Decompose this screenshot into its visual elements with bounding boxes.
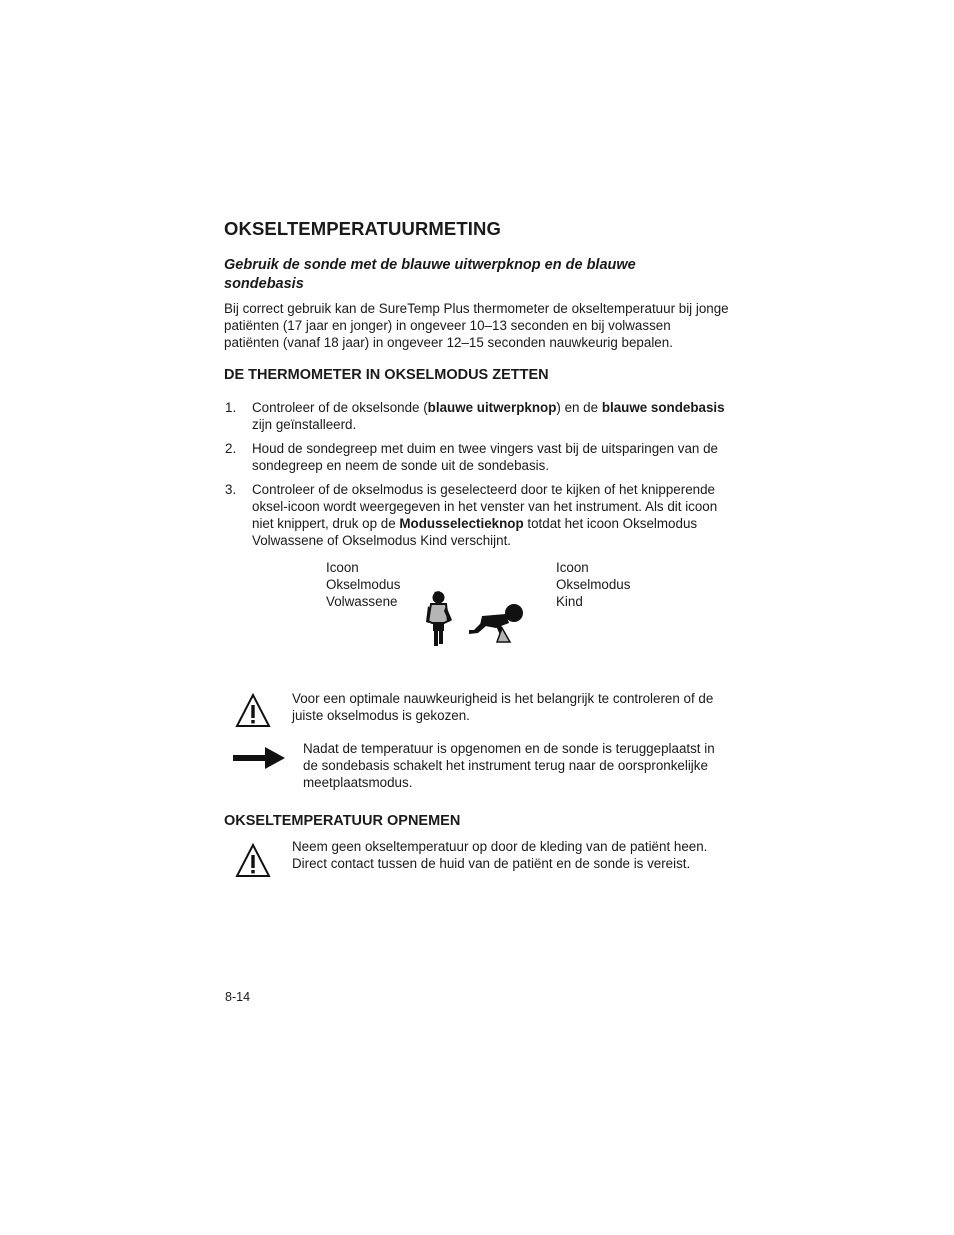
step-bold-part: blauwe sondebasis [601,400,725,415]
icon-label-line: Kind [556,594,583,609]
icon-label-line: Okselmodus [326,577,401,592]
steps-list [225,399,730,559]
step-text [252,481,727,549]
adult-axillary-icon [424,590,456,648]
icon-label-line: Volwassene [326,594,398,609]
step-bold-part: blauwe uitwerpknop [427,400,557,415]
step-text-part: ) en de [556,400,602,415]
warning-icon [235,693,271,729]
step-text-part: Controleer of de okselmodus is geselecteerd door te kijken of het knipperende oksel-icoon wordt weergegeven in het venster van het instrument. Als dit icoon niet knippert, druk op de [252,482,718,531]
child-icon-label [556,559,630,610]
step-number: 3. [225,482,237,497]
child-axillary-icon [466,602,526,646]
icon-label-line: Icoon [556,560,589,575]
intro-paragraph: Bij correct gebruik kan de SureTemp Plus thermometer de okseltemperatuur bij jonge patiënten (17 jaar en jonger) in ongeveer 10–13 seconden en bij volwassen patiënten (vanaf 18 jaar) in ongeveer 12–15 seconden nauwkeurig bepalen. [224,301,729,350]
warning-icon [235,843,271,879]
step-number: 1. [225,400,237,415]
subtitle: Gebruik de sonde met de blauwe uitwerpknop en de blauwe sondebasis [224,257,636,292]
step-number: 2. [225,441,237,456]
step-text [252,399,727,433]
icon-label-line: Icoon [326,560,359,575]
adult-icon-label [326,559,400,610]
caution-text: Voor een optimale nauwkeurigheid is het belangrijk te controleren of de juiste okselmodus is gekozen. [292,691,714,723]
step-text-part: Controleer of de okselsonde ( [252,400,428,415]
step-text-part: zijn geïnstalleerd. [252,417,357,432]
page-title: OKSELTEMPERATUURMETING [224,218,501,239]
arrow-right-icon [232,746,286,770]
caution-text: Neem geen okseltemperatuur op door de kleding van de patiënt heen. Direct contact tussen de huid van de patiënt en de sonde is vereist. [292,839,708,871]
step-text-part: totdat het icoon Okselmodus Volwassene of Okselmodus Kind verschijnt. [252,516,698,548]
section-heading-okselmodus: DE THERMOMETER IN OKSELMODUS ZETTEN [224,367,549,383]
page-number: 8-14 [225,990,251,1004]
step-bold-part: Modusselectieknop [399,516,524,531]
section-heading-opnemen: OKSELTEMPERATUUR OPNEMEN [224,813,461,829]
step-text: Houd de sondegreep met duim en twee vingers vast bij de uitsparingen van de sondegreep en neem de sonde uit de sondebasis. [252,441,718,473]
note-text: Nadat de temperatuur is opgenomen en de sonde is teruggeplaatst in de sondebasis schakelt het instrument terug naar de oorspronkelijke meetplaatsmodus. [303,741,715,790]
icon-label-line: Okselmodus [556,577,631,592]
